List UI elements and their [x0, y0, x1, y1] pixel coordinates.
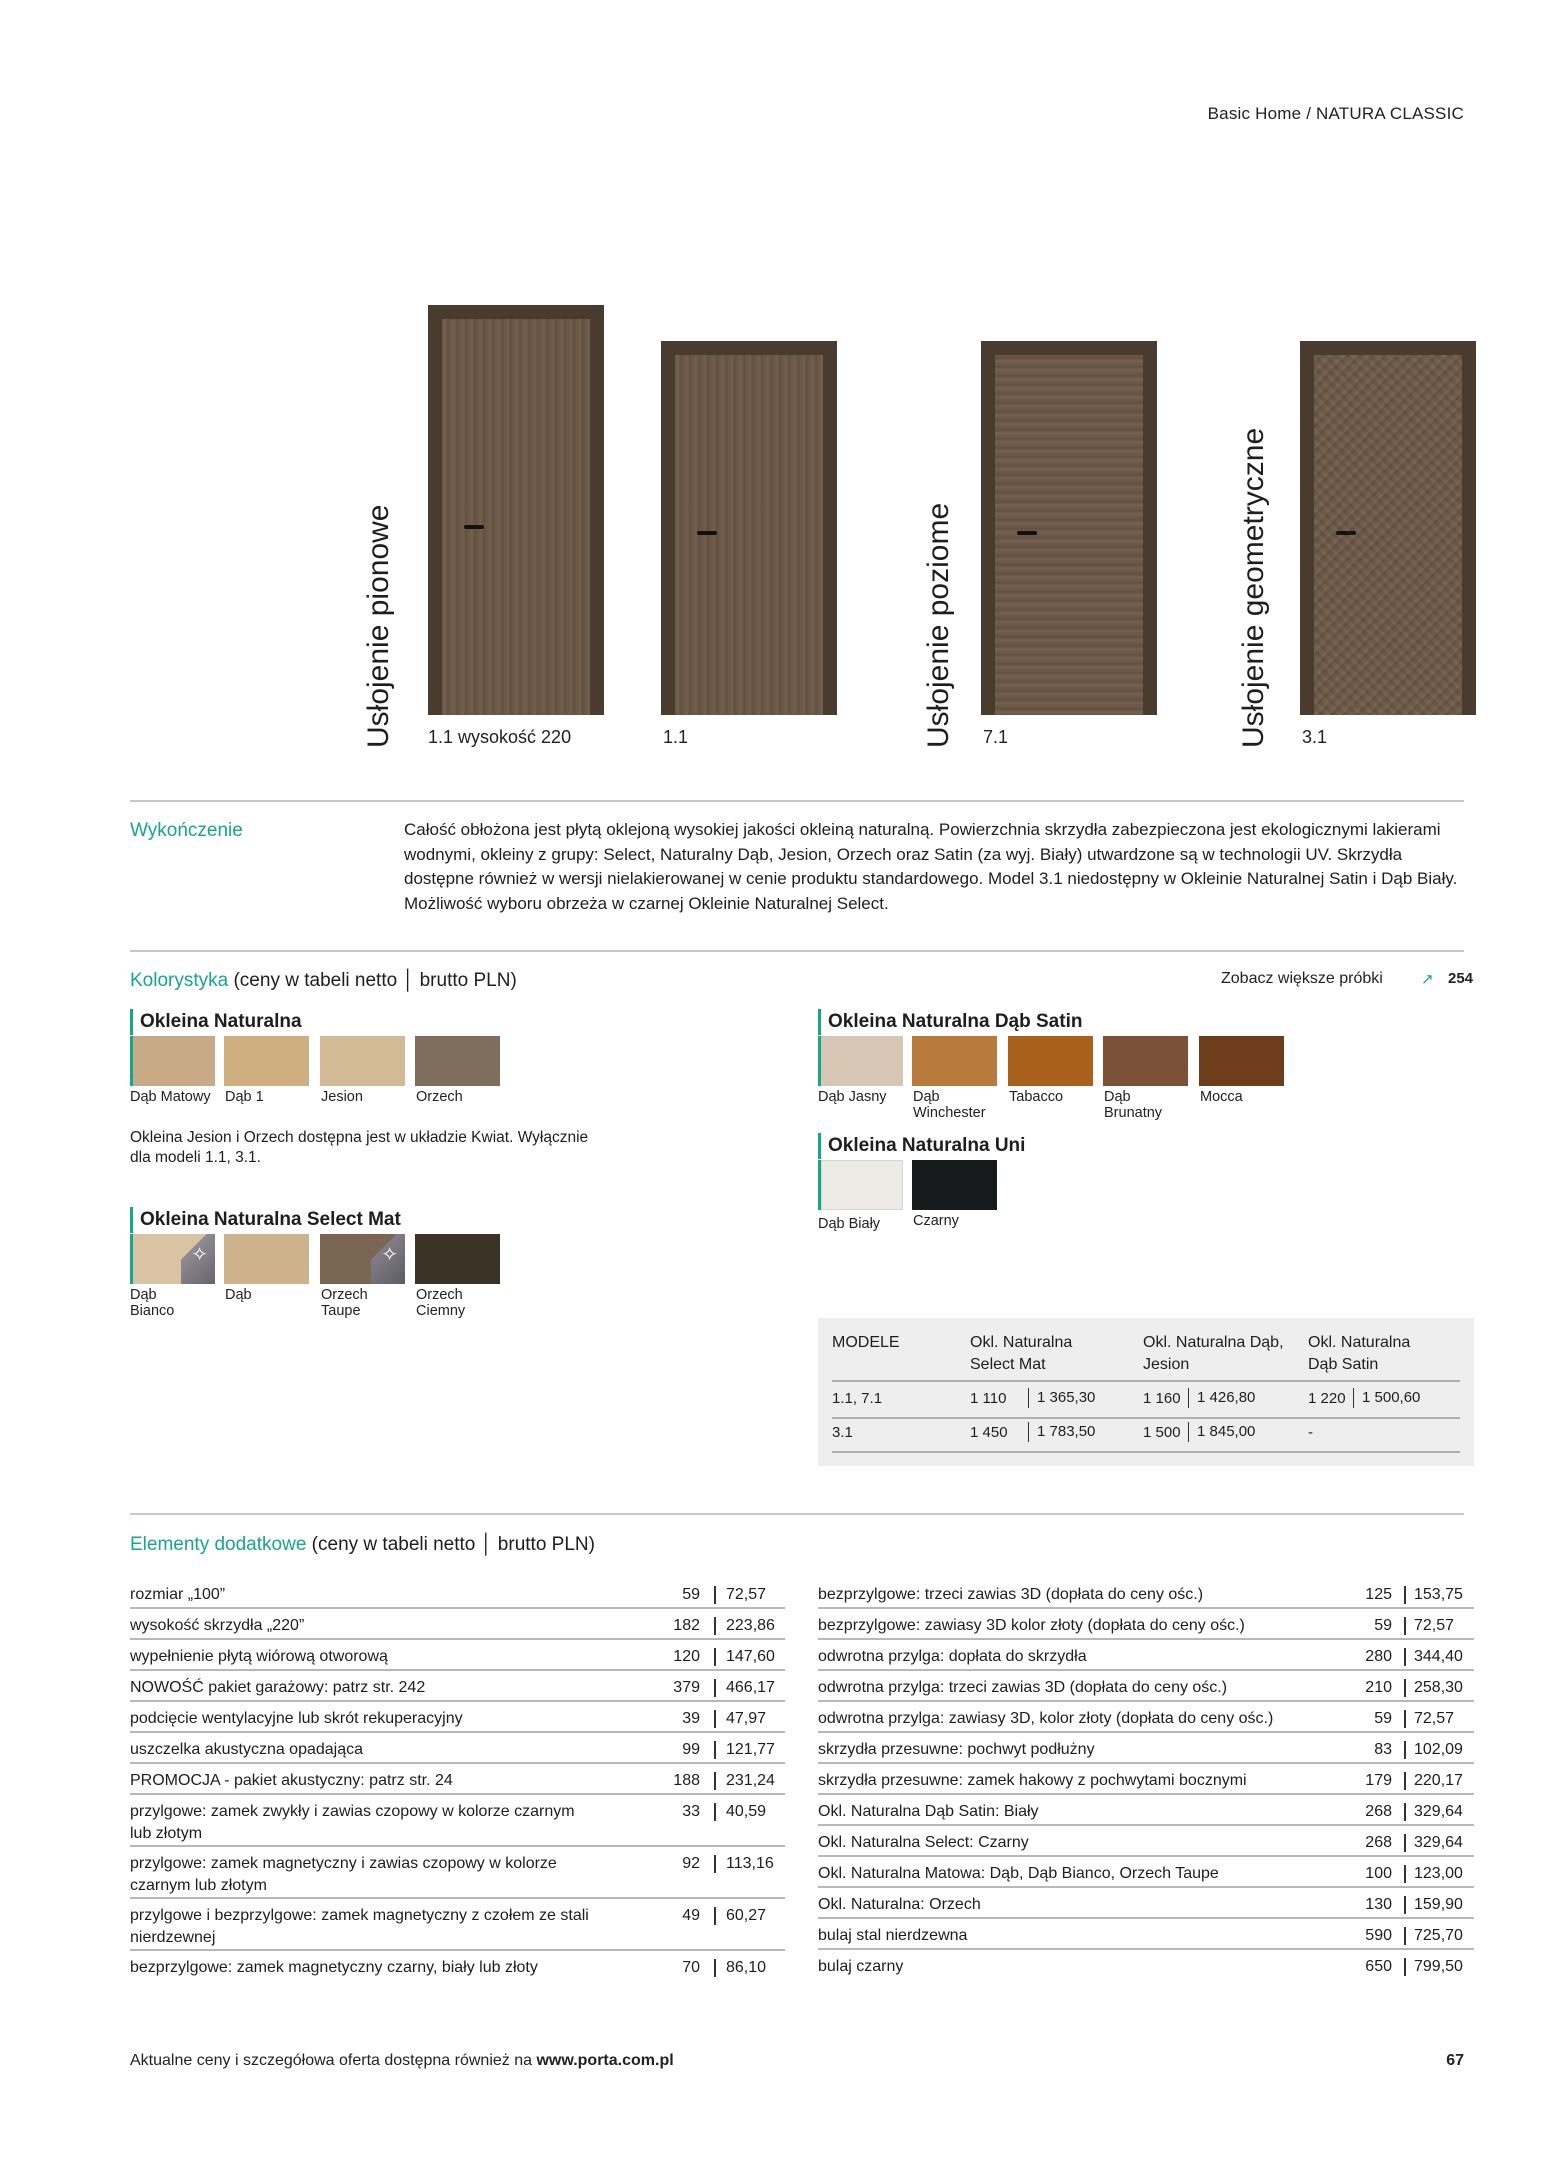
table-row [130, 1615, 785, 1646]
row-gross-price: 220,17 [1414, 1772, 1463, 1789]
row-gross-price: 329,64 [1414, 1834, 1463, 1851]
row-divider [818, 1824, 1474, 1826]
row-divider [818, 1948, 1474, 1950]
price-separator [1404, 1710, 1406, 1728]
row-description: przylgowe: zamek zwykły i zawias czopowy w kolorze czarnym [130, 1803, 575, 1820]
swatch-label: Dąb [225, 1287, 252, 1303]
price-separator [1404, 1772, 1406, 1790]
footer-text-main: Aktualne ceny i szczegółowa oferta dostępna również na [130, 2052, 537, 2069]
row-divider [130, 1949, 785, 1951]
row-description: bezprzylgowe: zawiasy 3D kolor złoty (dopłata do ceny ośc.) [818, 1617, 1245, 1634]
finish-text: Całość obłożona jest płytą oklejoną wysokiej jakości okleiną naturalną. Powierzchnia skrzydła zabezpieczona jest ekologicznymi lakierami wodnymi, okleiny z grupy: Select, Naturalny Dąb, Jesion, Orzech oraz Satin (za wyj. Biały) utwardzone są w technologii UV. Skrzydła dostępne również w wersji nielakierowanej w cenie produktu standardowego. Model 3.1 niedostępny w Okleinie Naturalnej Satin i Dąb Biały. Możliwość wyboru obrzeża w czarnej Okleinie Naturalnej Select. [404, 820, 1458, 913]
door-image-7-1 [981, 341, 1157, 715]
swatch-label: Dąb Matowy [130, 1089, 211, 1105]
row-net-price: 92 [682, 1855, 700, 1872]
row-description: odwrotna przylga: dopłata do skrzydła [818, 1648, 1087, 1665]
label-vertical-grain: Usłojenie pionowe [362, 504, 395, 748]
price-separator [714, 1679, 716, 1697]
table-row [130, 1708, 785, 1739]
row-net-price: 280 [1365, 1648, 1392, 1665]
row-divider [818, 1793, 1474, 1795]
row-divider [818, 1886, 1474, 1888]
table-row [130, 1739, 785, 1770]
swatch-dab-winchester[interactable] [912, 1036, 997, 1086]
more-samples-text: Zobacz większe próbki [1221, 970, 1383, 987]
row-net-price: 179 [1365, 1772, 1392, 1789]
row-gross-price: 725,70 [1414, 1927, 1463, 1944]
row-net-price: 268 [1365, 1803, 1392, 1820]
table-cell-net: 1 110 [970, 1390, 1007, 1407]
price-separator [714, 1772, 716, 1790]
extras-title [130, 1534, 595, 1556]
price-separator [1404, 1617, 1406, 1635]
table-cell-gross: 1 365,30 [1028, 1388, 1095, 1408]
swatch-label: Mocca [1200, 1089, 1243, 1105]
table-row [130, 1770, 785, 1801]
colors-title-text: Kolorystyka [130, 970, 229, 991]
swatch-mocca[interactable] [1199, 1036, 1284, 1086]
colors-subtitle: (ceny w tabeli netto │ brutto PLN) [233, 970, 517, 991]
row-gross-price: 799,50 [1414, 1958, 1463, 1975]
table-row [818, 1925, 1474, 1956]
table-header-models: MODELE [832, 1334, 900, 1351]
swatch-dab-brunatny[interactable] [1103, 1036, 1188, 1086]
table-header-select-mat: Okl. Naturalna Select Mat [970, 1334, 1073, 1373]
more-samples-link[interactable] [1221, 970, 1474, 988]
row-gross-price: 102,09 [1414, 1741, 1463, 1758]
row-net-price: 650 [1365, 1958, 1392, 1975]
price-separator [714, 1855, 716, 1873]
price-separator [714, 1741, 716, 1759]
sparkle-icon: ✧ [381, 1244, 398, 1266]
price-separator [1404, 1586, 1406, 1604]
price-separator [1404, 1865, 1406, 1883]
row-divider [130, 1731, 785, 1733]
row-gross-price: 153,75 [1414, 1586, 1463, 1603]
table-cell-gross: 1 426,80 [1188, 1388, 1255, 1408]
row-gross-price: 159,90 [1414, 1896, 1463, 1913]
divider [130, 950, 1464, 952]
row-net-price: 130 [1365, 1896, 1392, 1913]
table-row [818, 1863, 1474, 1894]
swatch-label: Dąb Jasny [818, 1089, 887, 1105]
row-divider [818, 1607, 1474, 1609]
swatch-dab-bialy[interactable] [818, 1160, 903, 1210]
row-description: wypełnienie płytą wiórową otworową [130, 1648, 388, 1665]
door-caption-3: 7.1 [983, 727, 1009, 747]
row-gross-price: 60,27 [726, 1907, 767, 1924]
swatch-dab-matowy[interactable] [130, 1036, 215, 1086]
more-samples-page: 254 [1448, 970, 1474, 987]
price-separator [1404, 1834, 1406, 1852]
row-divider [130, 1793, 785, 1795]
door-handle-icon [1017, 531, 1037, 535]
table-header-dab-jesion: Okl. Naturalna Dąb, Jesion [1143, 1334, 1284, 1373]
price-separator [1404, 1803, 1406, 1821]
row-divider [130, 1897, 785, 1899]
group-okleina-select-mat: Okleina Naturalna Select Mat [130, 1207, 401, 1233]
door-caption-1: 1.1 wysokość 220 [428, 727, 572, 747]
door-image-1-1-height-220 [428, 305, 604, 715]
price-separator [1404, 1958, 1406, 1976]
row-net-price: 59 [682, 1586, 700, 1603]
extras-title-text: Elementy dodatkowe [130, 1534, 307, 1555]
price-separator [714, 1648, 716, 1666]
divider [130, 1513, 1464, 1515]
table-row [130, 1957, 785, 1988]
row-divider [130, 1845, 785, 1847]
table-row [818, 1646, 1474, 1677]
row-description: Okl. Naturalna Select: Czarny [818, 1834, 1029, 1851]
door-handle-icon [1336, 531, 1356, 535]
swatch-jesion[interactable] [320, 1036, 405, 1086]
row-gross-price: 231,24 [726, 1772, 775, 1789]
row-gross-price: 258,30 [1414, 1679, 1463, 1696]
divider [130, 800, 1464, 802]
price-separator [714, 1586, 716, 1604]
naturalna-note: Okleina Jesion i Orzech dostępna jest w układzie Kwiat. Wyłącznie dla modeli 1.1, 3.1. [130, 1129, 589, 1166]
row-net-price: 33 [682, 1803, 700, 1820]
row-gross-price: 72,57 [726, 1586, 767, 1603]
swatch-orzech-taupe[interactable] [320, 1234, 405, 1284]
row-divider [818, 1731, 1474, 1733]
table-row [818, 1894, 1474, 1925]
row-description: odwrotna przylga: trzeci zawias 3D (dopłata do ceny ośc.) [818, 1679, 1228, 1696]
row-net-price: 83 [1374, 1741, 1392, 1758]
row-gross-price: 72,57 [1414, 1617, 1455, 1634]
row-description: odwrotna przylga: zawiasy 3D, kolor złoty (dopłata do ceny ośc.) [818, 1710, 1274, 1727]
table-cell-gross: 1 783,50 [1028, 1422, 1095, 1442]
table-row [818, 1677, 1474, 1708]
swatch-label: Orzech [416, 1089, 463, 1105]
row-description: bulaj stal nierdzewna [818, 1927, 968, 1944]
row-description: skrzydła przesuwne: zamek hakowy z pochwytami bocznymi [818, 1772, 1247, 1789]
table-cell-model: 3.1 [832, 1424, 853, 1441]
table-row [818, 1584, 1474, 1615]
arrow-icon: ↗ [1421, 971, 1434, 988]
row-net-price: 59 [1374, 1617, 1392, 1634]
table-row [818, 1832, 1474, 1863]
swatch-tabacco[interactable] [1008, 1036, 1093, 1086]
row-description: wysokość skrzydła „220” [130, 1617, 305, 1634]
table-divider [832, 1451, 1460, 1453]
row-net-price: 120 [673, 1648, 700, 1665]
row-gross-price: 40,59 [726, 1803, 767, 1820]
row-description: Okl. Naturalna Matowa: Dąb, Dąb Bianco, Orzech Taupe [818, 1865, 1219, 1882]
swatch-orzech[interactable] [415, 1036, 500, 1086]
row-gross-price: 123,00 [1414, 1865, 1463, 1882]
row-gross-price: 113,16 [726, 1855, 774, 1872]
footer-text [130, 2052, 674, 2070]
row-net-price: 379 [673, 1679, 700, 1696]
table-row [818, 1956, 1474, 1987]
swatch-label: Czarny [913, 1213, 959, 1229]
swatch-label: Tabacco [1009, 1089, 1064, 1105]
table-cell-model: 1.1, 7.1 [832, 1390, 883, 1407]
table-row [818, 1801, 1474, 1832]
row-gross-price: 466,17 [726, 1679, 775, 1696]
row-net-price: 182 [673, 1617, 700, 1634]
price-separator [1404, 1741, 1406, 1759]
table-cell-value: - [1308, 1424, 1313, 1441]
swatch-label: Dąb Winchester [913, 1089, 986, 1121]
swatch-label: Orzech Ciemny [416, 1287, 466, 1319]
row-net-price: 39 [682, 1710, 700, 1727]
row-divider [818, 1855, 1474, 1857]
row-gross-price: 47,97 [726, 1710, 767, 1727]
page-number: 67 [1446, 2052, 1464, 2069]
row-net-price: 99 [682, 1741, 700, 1758]
price-separator [1404, 1927, 1406, 1945]
row-gross-price: 329,64 [1414, 1803, 1463, 1820]
table-cell-net: 1 500 [1143, 1424, 1181, 1441]
row-description: nierdzewnej [130, 1929, 216, 1946]
row-description: rozmiar „100” [130, 1586, 226, 1603]
row-description: bulaj czarny [818, 1958, 904, 1975]
row-divider [818, 1762, 1474, 1764]
price-table [818, 1318, 1474, 1466]
extras-subtitle: (ceny w tabeli netto │ brutto PLN) [311, 1534, 595, 1555]
colors-title [130, 970, 517, 992]
door-caption-2: 1.1 [663, 727, 689, 747]
row-gross-price: 344,40 [1414, 1648, 1463, 1665]
door-handle-icon [464, 525, 484, 529]
swatch-label: Dąb 1 [225, 1089, 264, 1105]
footer-url[interactable]: www.porta.com.pl [536, 2052, 674, 2069]
table-cell-gross: 1 845,00 [1188, 1422, 1255, 1442]
row-description: lub złotym [130, 1825, 203, 1842]
row-net-price: 49 [682, 1907, 700, 1924]
row-divider [130, 1638, 785, 1640]
row-description: bezprzylgowe: trzeci zawias 3D (dopłata do ceny ośc.) [818, 1586, 1204, 1603]
row-net-price: 188 [673, 1772, 700, 1789]
price-separator [714, 1803, 716, 1821]
table-divider [832, 1417, 1460, 1419]
row-description: Okl. Naturalna Dąb Satin: Biały [818, 1803, 1039, 1820]
table-cell-net: 1 220 [1308, 1390, 1346, 1407]
row-divider [818, 1700, 1474, 1702]
row-gross-price: 147,60 [726, 1648, 775, 1665]
swatch-orzech-ciemny[interactable] [415, 1234, 500, 1284]
swatch-label: Dąb Bianco [130, 1287, 175, 1319]
swatch-label: Jesion [321, 1089, 363, 1105]
row-description: bezprzylgowe: zamek magnetyczny czarny, biały lub złoty [130, 1959, 538, 1976]
row-net-price: 590 [1365, 1927, 1392, 1944]
label-horizontal-grain: Usłojenie poziome [922, 502, 955, 748]
row-divider [818, 1638, 1474, 1640]
row-description: podcięcie wentylacyjne lub skrót rekuperacyjny [130, 1710, 463, 1727]
row-net-price: 100 [1365, 1865, 1392, 1882]
sparkle-icon: ✧ [191, 1244, 208, 1266]
price-separator [1404, 1648, 1406, 1666]
price-separator [714, 1710, 716, 1728]
table-cell-gross: 1 500,60 [1353, 1388, 1420, 1408]
row-description: PROMOCJA - pakiet akustyczny: patrz str. 24 [130, 1772, 453, 1789]
table-header-dab-satin: Okl. Naturalna Dąb Satin [1308, 1334, 1411, 1373]
row-gross-price: 121,77 [726, 1741, 775, 1758]
price-separator [714, 1617, 716, 1635]
swatch-label: Orzech Taupe [321, 1287, 368, 1319]
swatch-dab[interactable] [224, 1234, 309, 1284]
table-cell-net: 1 160 [1143, 1390, 1181, 1407]
table-row [130, 1677, 785, 1708]
row-description: skrzydła przesuwne: pochwyt podłużny [818, 1741, 1095, 1758]
row-divider [818, 1669, 1474, 1671]
swatch-label: Dąb Biały [818, 1216, 881, 1232]
table-row [818, 1739, 1474, 1770]
door-caption-4: 3.1 [1302, 727, 1328, 747]
row-description: Okl. Naturalna: Orzech [818, 1896, 981, 1913]
breadcrumb: Basic Home / NATURA CLASSIC [1207, 104, 1464, 123]
group-okleina-dab-satin: Okleina Naturalna Dąb Satin [818, 1009, 1082, 1035]
row-gross-price: 72,57 [1414, 1710, 1455, 1727]
door-image-1-1 [661, 341, 837, 715]
price-separator [1404, 1679, 1406, 1697]
row-net-price: 210 [1365, 1679, 1392, 1696]
swatch-dab-bianco[interactable] [130, 1234, 215, 1284]
row-divider [130, 1762, 785, 1764]
row-description: uszczelka akustyczna opadająca [130, 1741, 364, 1758]
row-net-price: 268 [1365, 1834, 1392, 1851]
group-okleina-uni: Okleina Naturalna Uni [818, 1133, 1025, 1159]
table-row [130, 1584, 785, 1615]
row-description: przylgowe i bezprzylgowe: zamek magnetyczny z czołem ze stali [130, 1907, 589, 1924]
finish-title: Wykończenie [130, 820, 243, 841]
table-row [818, 1615, 1474, 1646]
swatch-label: Dąb Brunatny [1104, 1089, 1163, 1121]
swatch-dab-1[interactable] [224, 1036, 309, 1086]
row-net-price: 125 [1365, 1586, 1392, 1603]
table-row [130, 1646, 785, 1677]
group-okleina-naturalna: Okleina Naturalna [130, 1009, 302, 1035]
swatch-czarny[interactable] [912, 1160, 997, 1210]
row-description: przylgowe: zamek magnetyczny i zawias czopowy w kolorze [130, 1855, 557, 1872]
table-row [818, 1770, 1474, 1801]
row-description: NOWOŚĆ pakiet garażowy: patrz str. 242 [130, 1679, 426, 1696]
row-divider [130, 1700, 785, 1702]
row-divider [130, 1607, 785, 1609]
row-net-price: 59 [1374, 1710, 1392, 1727]
table-row [818, 1708, 1474, 1739]
row-description: czarnym lub złotym [130, 1877, 267, 1894]
swatch-dab-jasny[interactable] [818, 1036, 903, 1086]
row-net-price: 70 [682, 1959, 700, 1976]
label-geometric-grain: Usłojenie geometryczne [1237, 427, 1270, 748]
door-handle-icon [697, 531, 717, 535]
row-gross-price: 223,86 [726, 1617, 775, 1634]
door-image-3-1 [1300, 341, 1476, 715]
table-divider [832, 1380, 1460, 1382]
table-cell-net: 1 450 [970, 1424, 1008, 1441]
price-separator [714, 1959, 716, 1977]
price-separator [714, 1907, 716, 1925]
price-separator [1404, 1896, 1406, 1914]
row-gross-price: 86,10 [726, 1959, 767, 1976]
row-divider [818, 1917, 1474, 1919]
row-divider [130, 1669, 785, 1671]
